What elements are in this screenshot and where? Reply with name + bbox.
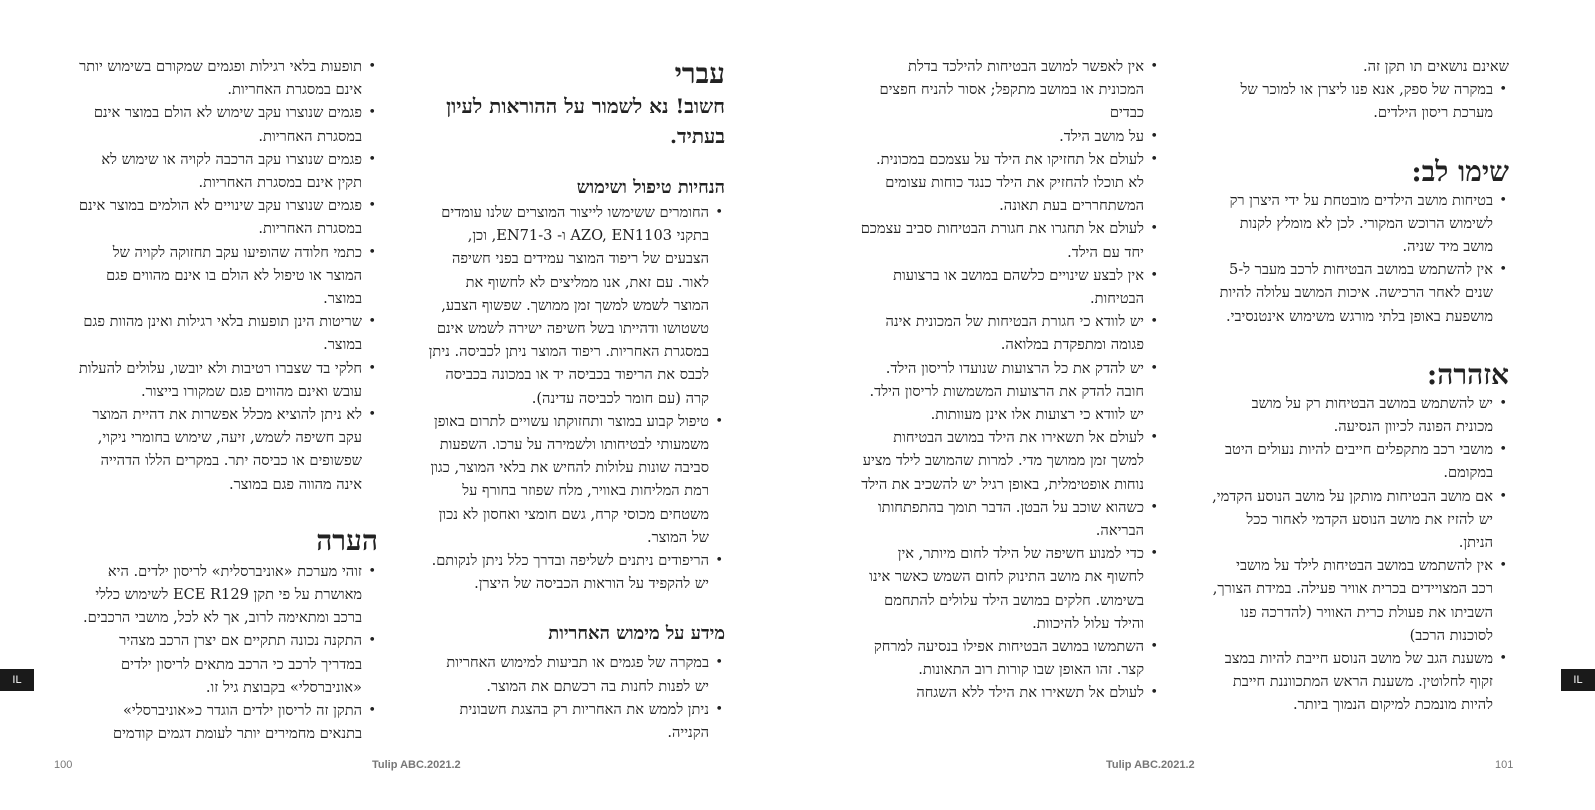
list-item: • אין לבצע שינויים כלשהם במושב או ברצועות הבטיחות. (860, 264, 1160, 310)
list-item: • אין לאפשר למושב הבטיחות להילכד בדלת המכונית או במושב מתקפל; אסור להניח חפצים כבדים (860, 55, 1160, 125)
warranty-exclusions-list (78, 55, 378, 496)
right-language-tab: IL (1561, 669, 1595, 691)
list-item: • זוהי מערכת «אוניברסלית» לריסון ילדים. היא מאושרת על פי תקן ECE R129 לשימוש כללי ברכב ומתאימה לרוב, אך לא לכל, מושבי הרכבים. (78, 560, 378, 630)
attention-list (1212, 189, 1509, 328)
list-item: • אם מושב הבטיחות מותקן על מושב הנוסע הקדמי, יש להזיז את מושב הנוסע הקדמי לאחור ככל הניתן. (1212, 485, 1509, 555)
list-item: • חלקי בד שצברו רטיבות ולא יובשו, עלולים להעלות עובש ואינם מהווים פגם שמקורו בייצור. (78, 357, 378, 403)
list-item: • לא ניתן להוציא מכלל אפשרות את דהיית המוצר עקב חשיפה לשמש, זיעה, שימוש בחומרי ניקוי, שפשופים או כביסה יתר. במקרים הללו הדהייה אינה מהווה פגם במוצר. (78, 403, 378, 496)
list-item: • יש לוודא כי חגורת הבטיחות של המכונית אינה פגומה ומתפקדת במלואה. (860, 310, 1160, 356)
list-item: • בטיחות מושב הילדים מובטחת על ידי היצרן רק לשימוש הרוכש המקורי. לכן לא מומלץ לקנות מושב מיד שניה. (1212, 189, 1509, 259)
right-footer-model: Tulip ABC.2021.2 (1106, 759, 1195, 771)
list-item: • יש להשתמש במושב הבטיחות רק על מושב מכונית הפונה לכיוון הנסיעה. (1212, 392, 1509, 438)
list-item: • מושבי רכב מתקפלים חייבים להיות נעולים היטב במקומם. (1212, 438, 1509, 484)
safety-list (860, 55, 1160, 705)
right-page-number: 101 (1495, 759, 1514, 771)
list-item: • התקן זה לריסון ילדים הוגדר כ«אוניברסלי» בתנאים מחמירים יותר לעומת דגמים קודמים (78, 699, 378, 745)
list-item: • השתמשו במושב הבטיחות אפילו בנסיעה למרחק קצר. זהו האופן שבו קורות רוב התאונות. (860, 635, 1160, 681)
left-page-number: 100 (54, 759, 73, 771)
note-heading: הערה (316, 523, 378, 557)
list-item: • אין להשתמש במושב הבטיחות לרכב מעבר ל-5 שנים לאחר הרכישה. איכות המושב עלולה להיות מושפעת באופן בלתי מורגש משימוש אינטנסיבי. (1212, 258, 1509, 328)
list-item: • פגמים שנוצרו עקב שינויים לא הולמים במוצר אינם במסגרת האחריות. (78, 194, 378, 240)
list-item: • משענת הגב של מושב הנוסע חייבת להיות במצב זקוף לחלוטין. משענת הראש המתכווננת חייבת להיות מונמכת למיקום הנמוך ביותר. (1212, 647, 1509, 717)
list-item: • אין להשתמש במושב הבטיחות לילד על מושבי רכב המצויידים בכרית אוויר פעילה. במידת הצורך, השביתו את פעולת כרית האוויר (להדרכה פנו לסוכנות הרכב) (1212, 554, 1509, 647)
right-page-column-warnings (1212, 55, 1509, 717)
left-language-tab: IL (0, 669, 34, 691)
list-item: • כדי למנוע חשיפה של הילד לחום מיותר, אין לחשוף את מושב התינוק לחום השמש כאשר אינו בשימוש. חלקים במושב הילד עלולים להתחמם והילד עלול להיכוות. (860, 542, 1160, 635)
list-item: • על מושב הילד. (860, 125, 1160, 148)
note-list (78, 560, 378, 746)
care-heading: הנחיות טיפול ושימוש (576, 177, 725, 198)
warning-heading: אזהרה: (1426, 357, 1509, 391)
care-list (428, 201, 725, 595)
warning-list (1212, 392, 1509, 717)
list-item: • שריטות הינן תופעות בלאי רגילות ואינן מהוות פגם במוצר. (78, 310, 378, 356)
keep-instructions-subtitle: חשוב! נא לשמור על ההוראות לעיון בעתיד. (446, 94, 725, 148)
list-item: • יש להדק את כל הרצועות שנועדו לריסון הילד. חובה להדק את הרצועות המשמשות לריסון הילד. יש לוודא כי רצועות אלו אינן מעוותות. (860, 357, 1160, 427)
list-item: • לעולם אל תשאירו את הילד ללא השגחה (860, 681, 1160, 704)
list-item: • כתמי חלודה שהופיעו עקב תחזוקה לקויה של המוצר או טיפול לא הולם בו אינם מהווים פגם במוצר. (78, 241, 378, 311)
list-item: • הריפודים ניתנים לשליפה ובדרך כלל ניתן לנקותם. יש להקפיד על הוראות הכביסה של היצרן. (428, 549, 725, 595)
list-item: • תופעות בלאי רגילות ופגמים שמקורם בשימוש יותר אינם במסגרת האחריות. (78, 55, 378, 101)
left-footer-model: Tulip ABC.2021.2 (372, 759, 461, 771)
list-item: • החומרים ששימשו לייצור המוצרים שלנו עומדים בתקני AZO, EN1103 ו- EN71-3, וכן, הצבעים של ריפוד המוצר עמידים בפני חשיפה לאור. עם זאת, אנו ממליצים לא לחשוף את המוצר לשמש למשך זמן ממושך. שפשוף הצבע, טשטושו ודהייתו בשל חשיפה ישירה לשמש אינם במסגרת האחריות. ריפוד המוצר ניתן לכביסה. ניתן לכבס את הריפוד בכביסה יד או במכונה בכביסה קרה (עם חומר לכביסה עדינה). (428, 201, 725, 410)
list-item: • פגמים שנוצרו עקב שימוש לא הולם במוצר אינם במסגרת האחריות. (78, 101, 378, 147)
list-item: • לעולם אל תחגרו את חגורת הבטיחות סביב עצמכם יחד עם הילד. (860, 217, 1160, 263)
intro-list (1212, 78, 1509, 124)
left-page-column-warranty-exclusions (78, 55, 378, 745)
list-item: • במקרה של פגמים או תביעות למימוש האחריות יש לפנות לחנות בה רכשתם את המוצר. (428, 651, 725, 697)
list-item: • ניתן לממש את האחריות רק בהצגת חשבונית הקנייה. (428, 698, 725, 744)
language-title: עברי (674, 57, 725, 90)
intro-line: שאינם נושאים תו תקן זה. (1363, 58, 1509, 75)
attention-heading: שימו לב: (1411, 154, 1509, 188)
list-item: • כשהוא שוכב על הבטן. הדבר תומך בהתפתחותו הבריאה. (860, 496, 1160, 542)
left-page-column-care (428, 57, 725, 744)
list-item: • התקנה נכונה תתקיים אם יצרן הרכב מצהיר במדריך לרכב כי הרכב מתאים לריסון ילדים «אוניברסלי» בקבוצת גיל זו. (78, 629, 378, 699)
list-item: • לעולם אל תשאירו את הילד במושב הבטיחות למשך זמן ממושך מדי. למרות שהמושב לילד מציע נוחות אופטימלית, באופן רגיל יש להשכיב את הילד (860, 426, 1160, 496)
list-item: • במקרה של ספק, אנא פנו ליצרן או למוכר של מערכת ריסון הילדים. (1212, 78, 1509, 124)
list-item: • לעולם אל תחזיקו את הילד על עצמכם במכונית. לא תוכלו להחזיק את הילד כנגד כוחות עצומים המשתחררים בעת תאונה. (860, 148, 1160, 218)
list-item: • טיפול קבוע במוצר ותחזוקתו עשויים לתרום באופן משמעותי לבטיחותו ולשמירה על ערכו. השפעות סביבה שונות עלולות להחיש את בלאי המוצר, כגון רמת המליחות באוויר, מלח שפוזר בחורף על משטחים מכוסי קרח, גשם חומצי ואחסון לא נכון של המוצר. (428, 410, 725, 549)
warranty-heading: מידע על מימוש האחריות (548, 623, 725, 645)
warranty-list (428, 651, 725, 744)
list-item: • פגמים שנוצרו עקב הרכבה לקויה או שימוש לא תקין אינם במסגרת האחריות. (78, 148, 378, 194)
right-page-column-safety (860, 55, 1160, 705)
